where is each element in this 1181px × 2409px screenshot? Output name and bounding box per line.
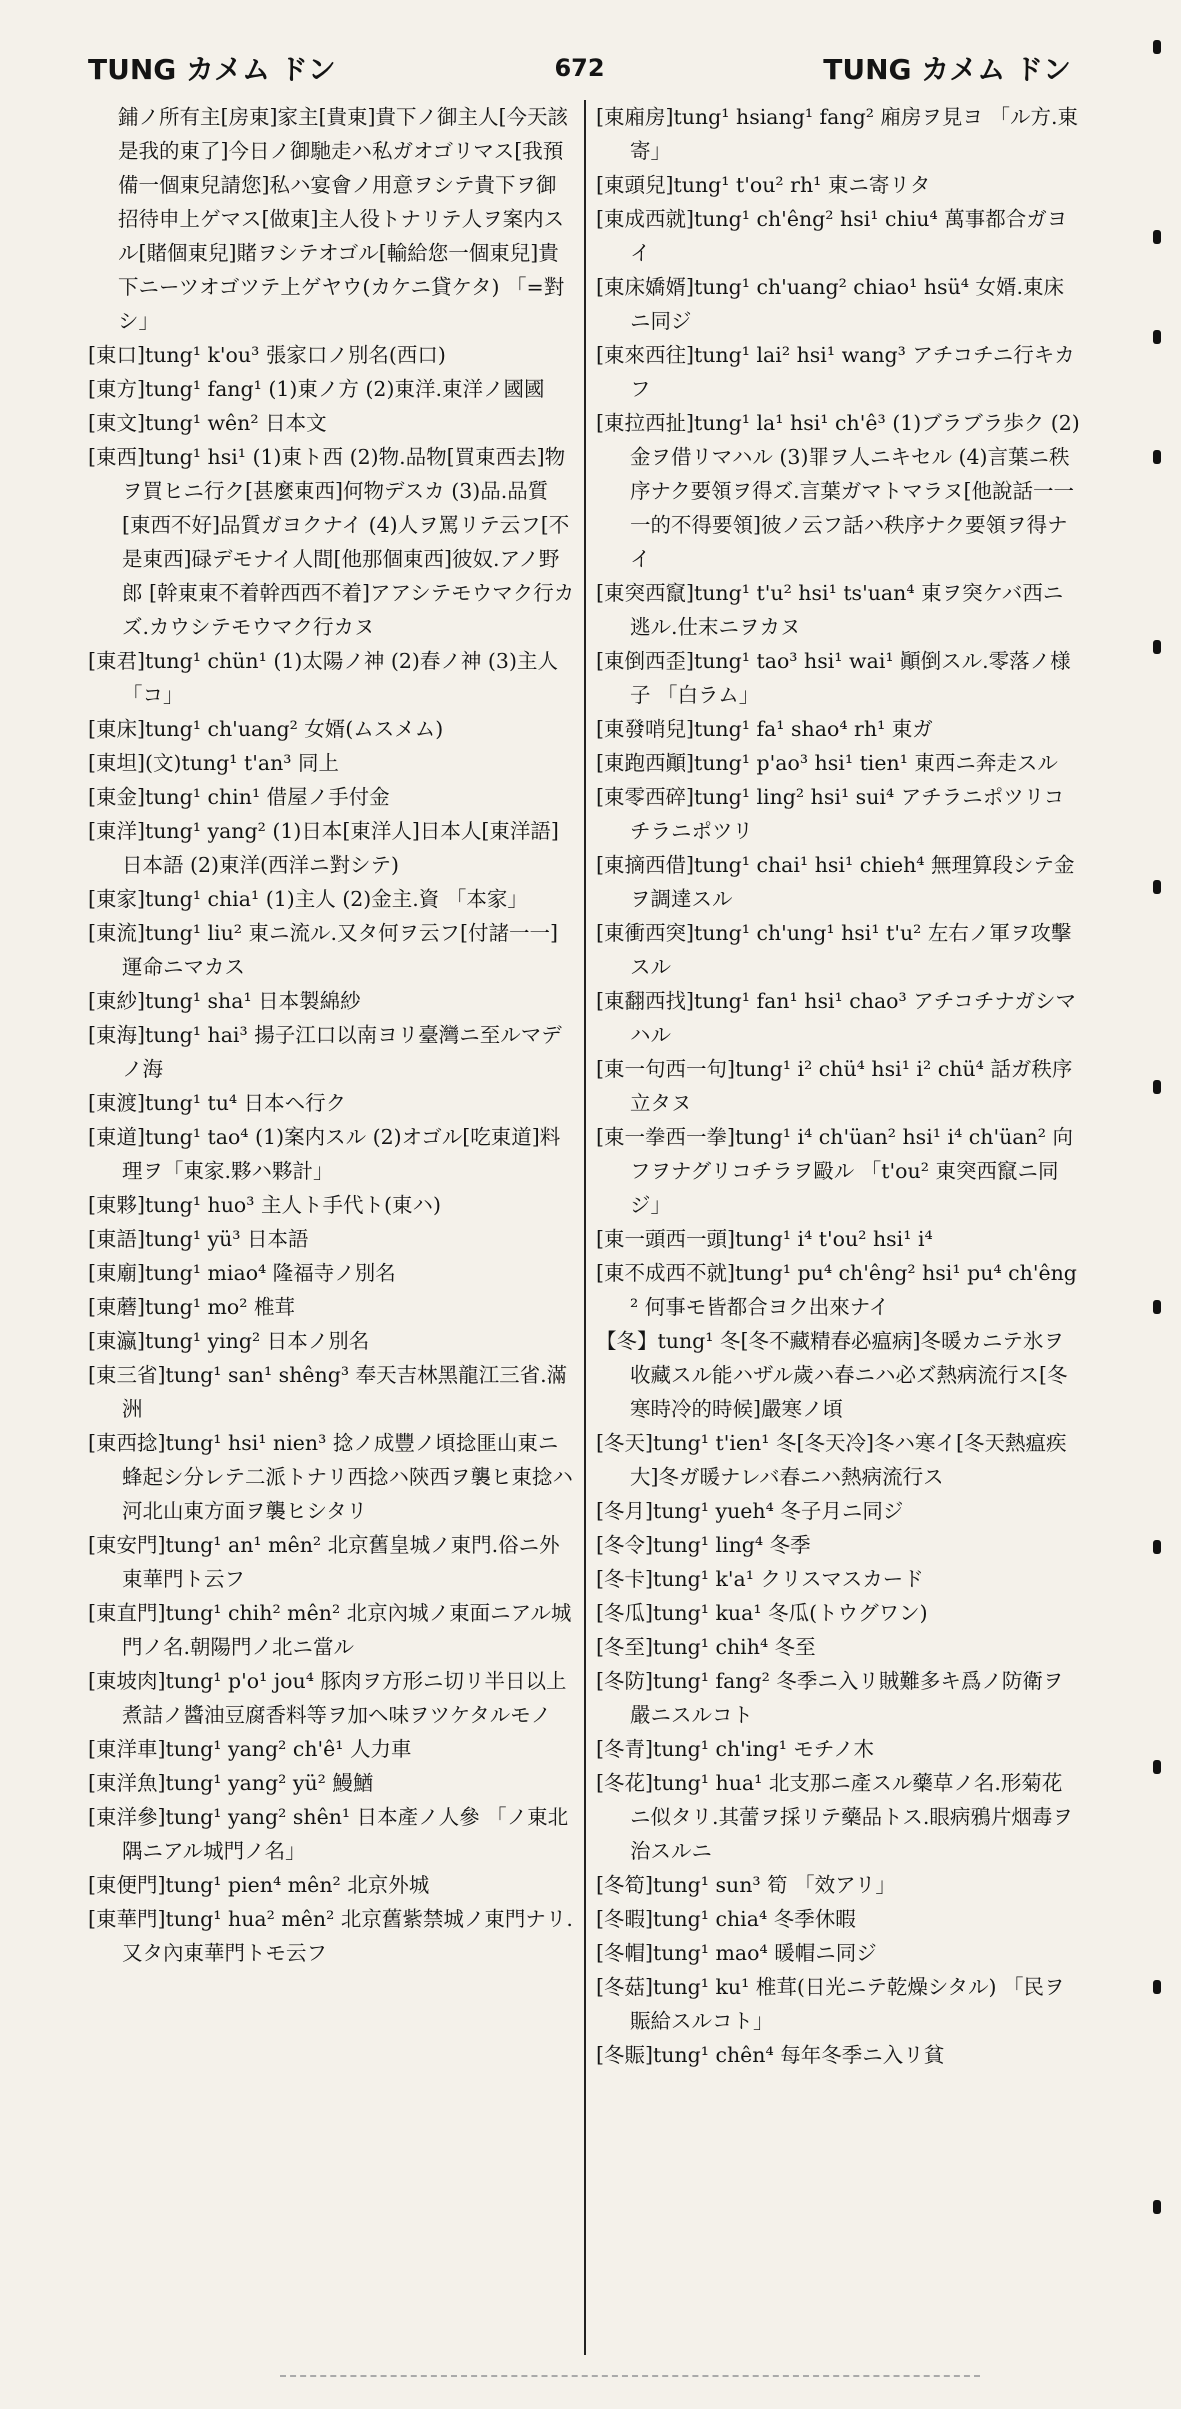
dictionary-entry: [冬花]tung¹ hua¹ 北支那ニ產スル藥草ノ名.形菊花ニ似タリ.其蕾ヲ採リテ藥品トス.眼病鴉片烟毒ヲ治スルニ [596, 1771, 1073, 1863]
right-column [586, 100, 1082, 2355]
dictionary-entry: [東流]tung¹ liu² 東ニ流ル.又タ何ヲ云フ[付諸一一]運命ニマカス [88, 921, 559, 979]
dictionary-entry: [東安門]tung¹ an¹ mên² 北京舊皇城ノ東門.俗ニ外東華門ト云フ [88, 1533, 560, 1591]
dictionary-entry: [東便門]tung¹ pien⁴ mên² 北京外城 [88, 1873, 430, 1897]
dictionary-entry: [東摘西借]tung¹ chai¹ hsi¹ chieh⁴ 無理算段シテ金ヲ調達スル [596, 853, 1075, 911]
dictionary-entry: [東零西碎]tung¹ ling² hsi¹ sui⁴ アチラニポツリコチラニポツリ [596, 785, 1065, 843]
dictionary-entry: [東衝西突]tung¹ ch'ung¹ hsi¹ t'u² 左右ノ軍ヲ攻擊スル [596, 921, 1072, 979]
page-edge-marks [1145, 0, 1175, 2409]
dictionary-entry: [東道]tung¹ tao⁴ (1)案内スル (2)オゴル[吃東道]料理ヲ「東家.夥ハ夥計」 [88, 1125, 561, 1183]
dictionary-entry: [冬菇]tung¹ ku¹ 椎茸(日光ニテ乾燥シタル) 「民ヲ賑給スルコト」 [596, 1975, 1065, 2033]
left-column [88, 100, 584, 2355]
dictionary-entry: [東西捻]tung¹ hsi¹ nien³ 捻ノ成豐ノ頃捻匪山東ニ蜂起シ分レテ二派トナリ西捻ハ陝西ヲ襲ヒ東捻ハ河北山東方面ヲ襲ヒシタリ [88, 1431, 573, 1523]
page-number: 672 [554, 54, 605, 82]
dictionary-entry: [東文]tung¹ wên² 日本文 [88, 411, 327, 435]
dictionary-entry: [冬帽]tung¹ mao⁴ 暖帽ニ同ジ [596, 1941, 877, 1965]
dictionary-entry: [東洋魚]tung¹ yang² yü² 鰻鰌 [88, 1771, 374, 1795]
dictionary-entry: [東夥]tung¹ huo³ 主人ト手代ト(東ハ) [88, 1193, 441, 1217]
dictionary-entry: [東蘑]tung¹ mo² 椎茸 [88, 1295, 296, 1319]
dictionary-entry: [東紗]tung¹ sha¹ 日本製綿紗 [88, 989, 361, 1013]
dictionary-entry: [東床]tung¹ ch'uang² 女婿(ムスメム) [88, 717, 444, 741]
dictionary-entry: [東洋]tung¹ yang² (1)日本[東洋人]日本人[東洋語]日本語 (2)東洋(西洋ニ對シテ) [88, 819, 559, 877]
dictionary-entry: [東廂房]tung¹ hsiang¹ fang² 廂房ヲ見ヨ 「ル方.東寄」 [596, 105, 1078, 163]
dictionary-entry: [東坡肉]tung¹ p'o¹ jou⁴ 豚肉ヲ方形ニ切リ半日以上煮詰ノ醬油豆腐香料等ヲ加ヘ味ヲツケタルモノ [88, 1669, 567, 1727]
dictionary-entry: [東床嬌婿]tung¹ ch'uang² chiao¹ hsü⁴ 女婿.東床ニ同ジ [596, 275, 1065, 333]
dictionary-entry: [冬天]tung¹ t'ien¹ 冬[冬天冷]冬ハ寒イ[冬天熱瘟疾大]冬ガ暖ナレバ春ニハ熱病流行ス [596, 1431, 1067, 1489]
dictionary-entry: [東直門]tung¹ chih² mên² 北京內城ノ東面ニアル城門ノ名.朝陽門ノ北ニ當ル [88, 1601, 572, 1659]
dictionary-entry: [東成西就]tung¹ ch'êng² hsi¹ chiu⁴ 萬事都合ガヨイ [596, 207, 1068, 265]
dictionary-entry: 【冬】tung¹ 冬[冬不藏精春必瘟病]冬暖カニテ氷ヲ收藏スル能ハザル歲ハ春ニハ必ズ熱病流行ス[冬寒時冷的時候]嚴寒ノ頃 [596, 1329, 1068, 1421]
dictionary-entry: [東發哨兒]tung¹ fa¹ shao⁴ rh¹ 東ガ [596, 717, 933, 741]
dictionary-entry: [東西]tung¹ hsi¹ (1)東ト西 (2)物.品物[買東西去]物ヲ買ヒニ行ク[甚麼東西]何物デスカ (3)品.品質[東西不好]品質ガヨクナイ (4)人ヲ罵リテ云フ[不是東西]碌デモナイ人間[他那個東西]彼奴.アノ野郎 [幹東東不着幹西西不着]アアシテモウマク行カズ.カウシテモウマク行カヌ [88, 445, 575, 639]
dictionary-entry: [東一拳西一拳]tung¹ i⁴ ch'üan² hsi¹ i⁴ ch'üan² 向フヲナグリコチラヲ毆ル 「t'ou² 東突西竄ニ同ジ」 [596, 1125, 1073, 1217]
dictionary-entry: 鋪ノ所有主[房東]家主[貴東]貴下ノ御主人[今天該是我的東了]今日ノ御馳走ハ私ガオゴリマス[我預備一個東兒請您]私ハ宴會ノ用意ヲシテ貴下ヲ御招待申上ゲマス[做東]主人役トナリテ人ヲ案内スル[賭個東兒]賭ヲシテオゴル[輸給您一個東兒]貴下ニーツオゴツテ上ゲヤウ(カケニ貸ケタ) 「=對シ」 [118, 105, 568, 333]
dictionary-entry: [冬賑]tung¹ chên⁴ 每年冬季ニ入リ貧 [596, 2043, 945, 2067]
header-left-guide: TUNG カメム ドン [88, 53, 336, 86]
dictionary-entry: [冬至]tung¹ chih⁴ 冬至 [596, 1635, 816, 1659]
dictionary-entry: [東廟]tung¹ miao⁴ 隆福寺ノ別名 [88, 1261, 396, 1285]
dictionary-entry: [東華門]tung¹ hua² mên² 北京舊紫禁城ノ東門ナリ.又タ內東華門トモ云フ [88, 1907, 573, 1965]
dictionary-entry: [東金]tung¹ chin¹ 借屋ノ手付金 [88, 785, 390, 809]
dictionary-entry: [東洋車]tung¹ yang² ch'ê¹ 人力車 [88, 1737, 412, 1761]
dictionary-entry: [東翻西找]tung¹ fan¹ hsi¹ chao³ アチコチナガシマハル [596, 989, 1077, 1047]
dictionary-entry: [東口]tung¹ k'ou³ 張家口ノ別名(西口) [88, 343, 446, 367]
dictionary-entry: [東語]tung¹ yü³ 日本語 [88, 1227, 309, 1251]
page-header [88, 38, 1071, 98]
dictionary-entry: [冬卡]tung¹ k'a¹ クリスマスカード [596, 1567, 924, 1591]
dictionary-columns [88, 100, 1082, 2355]
dictionary-entry: [東突西竄]tung¹ t'u² hsi¹ ts'uan⁴ 東ヲ突ケバ西ニ逃ル.仕末ニヲカヌ [596, 581, 1064, 639]
dictionary-entry: [冬暇]tung¹ chia⁴ 冬季休暇 [596, 1907, 856, 1931]
dictionary-entry: [東來西往]tung¹ lai² hsi¹ wang³ アチコチニ行キカフ [596, 343, 1075, 401]
dictionary-entry: [東渡]tung¹ tu⁴ 日本ヘ行ク [88, 1091, 347, 1115]
dictionary-entry: [東不成西不就]tung¹ pu⁴ ch'êng² hsi¹ pu⁴ ch'êng² 何事モ皆都合ヨク出來ナイ [596, 1261, 1077, 1319]
dictionary-entry: [東瀛]tung¹ ying² 日本ノ別名 [88, 1329, 370, 1353]
footer-rule [280, 2375, 980, 2379]
dictionary-entry: [東跑西顚]tung¹ p'ao³ hsi¹ tien¹ 東西ニ奔走スル [596, 751, 1058, 775]
dictionary-entry: [東倒西歪]tung¹ tao³ hsi¹ wai¹ 顚倒スル.零落ノ様子 「白ラム」 [596, 649, 1071, 707]
dictionary-entry: [冬防]tung¹ fang² 冬季ニ入リ賊難多キ爲ノ防衛ヲ嚴ニスルコト [596, 1669, 1064, 1727]
dictionary-entry: [東方]tung¹ fang¹ (1)東ノ方 (2)東洋.東洋ノ國國 [88, 377, 545, 401]
dictionary-entry: [東一句西一句]tung¹ i² chü⁴ hsi¹ i² chü⁴ 話ガ秩序立タヌ [596, 1057, 1073, 1115]
dictionary-entry: [冬筍]tung¹ sun³ 筍 「效アリ」 [596, 1873, 896, 1897]
dictionary-entry: [冬月]tung¹ yueh⁴ 冬子月ニ同ジ [596, 1499, 904, 1523]
dictionary-entry: [東拉西扯]tung¹ la¹ hsi¹ ch'ê³ (1)ブラブラ歩ク (2)金ヲ借リマハル (3)罪ヲ人ニキセル (4)言葉ニ秩序ナク要領ヲ得ズ.言葉ガマトマラヌ[他說話一一一的不得要領]彼ノ云フ話ハ秩序ナク要領ヲ得ナイ [596, 411, 1080, 571]
dictionary-entry: [東頭兒]tung¹ t'ou² rh¹ 東ニ寄リタ [596, 173, 931, 197]
dictionary-entry: [東海]tung¹ hai³ 揚子江口以南ヨリ臺灣ニ至ルマデノ海 [88, 1023, 562, 1081]
dictionary-entry: [東洋參]tung¹ yang² shên¹ 日本產ノ人參 「ノ東北隅ニアル城門ノ名」 [88, 1805, 569, 1863]
dictionary-entry: [東君]tung¹ chün¹ (1)太陽ノ神 (2)春ノ神 (3)主人 「コ」 [88, 649, 558, 707]
dictionary-entry: [東家]tung¹ chia¹ (1)主人 (2)金主.資 「本家」 [88, 887, 528, 911]
dictionary-entry: [冬青]tung¹ ch'ing¹ モチノ木 [596, 1737, 874, 1761]
dictionary-entry: [東一頭西一頭]tung¹ i⁴ t'ou² hsi¹ i⁴ [596, 1227, 933, 1251]
dictionary-entry: [東三省]tung¹ san¹ shêng³ 奉天吉林黑龍江三省.滿洲 [88, 1363, 568, 1421]
header-right-guide: TUNG カメム ドン [823, 53, 1071, 86]
dictionary-entry: [冬令]tung¹ ling⁴ 冬季 [596, 1533, 811, 1557]
dictionary-entry: [東坦](文)tung¹ t'an³ 同上 [88, 751, 340, 775]
dictionary-entry: [冬瓜]tung¹ kua¹ 冬瓜(トウグワン) [596, 1601, 928, 1625]
